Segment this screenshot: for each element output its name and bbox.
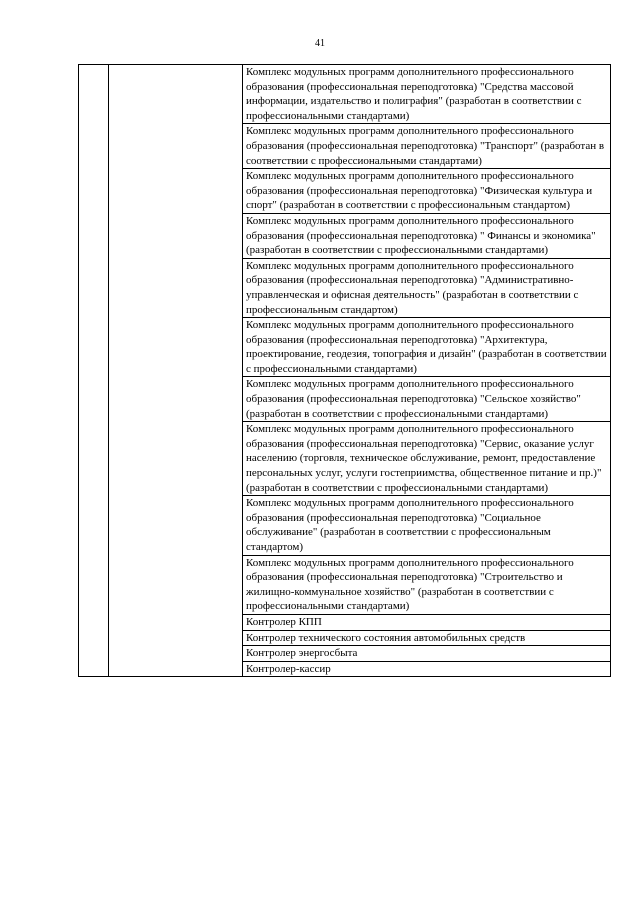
table-cell-program-name: Комплекс модульных программ дополнительного профессионального образования (профессиональная переподготовка) "Строительство и жилищно-коммунальное хозяйство" (разработан в соответствии с профессиональными стандартами) xyxy=(243,555,611,614)
table-cell-program-name: Комплекс модульных программ дополнительного профессионального образования (профессиональная переподготовка) "Средства массовой информации, издательство и полиграфия" (разработан в соответствии с профессиональными стандартами) xyxy=(243,65,611,124)
table-cell-program-name: Комплекс модульных программ дополнительного профессионального образования (профессиональная переподготовка) " Финансы и экономика" (разработан в соответствии с профессиональными стандартами) xyxy=(243,213,611,258)
table-cell-profession-name: Контролер КПП xyxy=(243,614,611,630)
table-cell-program-name: Комплекс модульных программ дополнительного профессионального образования (профессиональная переподготовка) "Сельское хозяйство" (разработан в соответствии с профессиональными стандартами) xyxy=(243,377,611,422)
table-cell-profession-name: Контролер энергосбыта xyxy=(243,646,611,662)
table-cell-program-name: Комплекс модульных программ дополнительного профессионального образования (профессиональная переподготовка) "Сервис, оказание услуг населению (торговля, техническое обслуживание, ремонт, предоставление персональных услуг, услуги гостеприимства, общественное питание и пр.)" (разработан в соответствии с профессиональными стандартами) xyxy=(243,422,611,496)
table-cell-program-name: Комплекс модульных программ дополнительного профессионального образования (профессиональная переподготовка) "Архитектура, проектирование, геодезия, топография и дизайн" (разработан в соответствии с профессиональными стандартами) xyxy=(243,318,611,377)
table-cell-program-name: Комплекс модульных программ дополнительного профессионального образования (профессиональная переподготовка) "Социальное обслуживание" (разработан в соответствии с профессиональным стандартом) xyxy=(243,496,611,555)
table-cell-program-name: Комплекс модульных программ дополнительного профессионального образования (профессиональная переподготовка) "Административно-управленческая и офисная деятельность" (разработан в соответствии с профессиональным стандартом) xyxy=(243,258,611,317)
document-table xyxy=(78,64,611,677)
page-number: 41 xyxy=(315,38,325,49)
table-cell-profession-name: Контролер-кассир xyxy=(243,661,611,677)
table-cell-code-column xyxy=(109,65,243,677)
table-row xyxy=(79,65,611,124)
table-cell-number-column xyxy=(79,65,109,677)
table-cell-program-name: Комплекс модульных программ дополнительного профессионального образования (профессиональная переподготовка) "Физическая культура и спорт" (разработан в соответствии с профессиональным стандартом) xyxy=(243,169,611,214)
table-cell-program-name: Комплекс модульных программ дополнительного профессионального образования (профессиональная переподготовка) "Транспорт" (разработан в соответствии с профессиональными стандартами) xyxy=(243,124,611,169)
table-cell-profession-name: Контролер технического состояния автомобильных средств xyxy=(243,630,611,646)
